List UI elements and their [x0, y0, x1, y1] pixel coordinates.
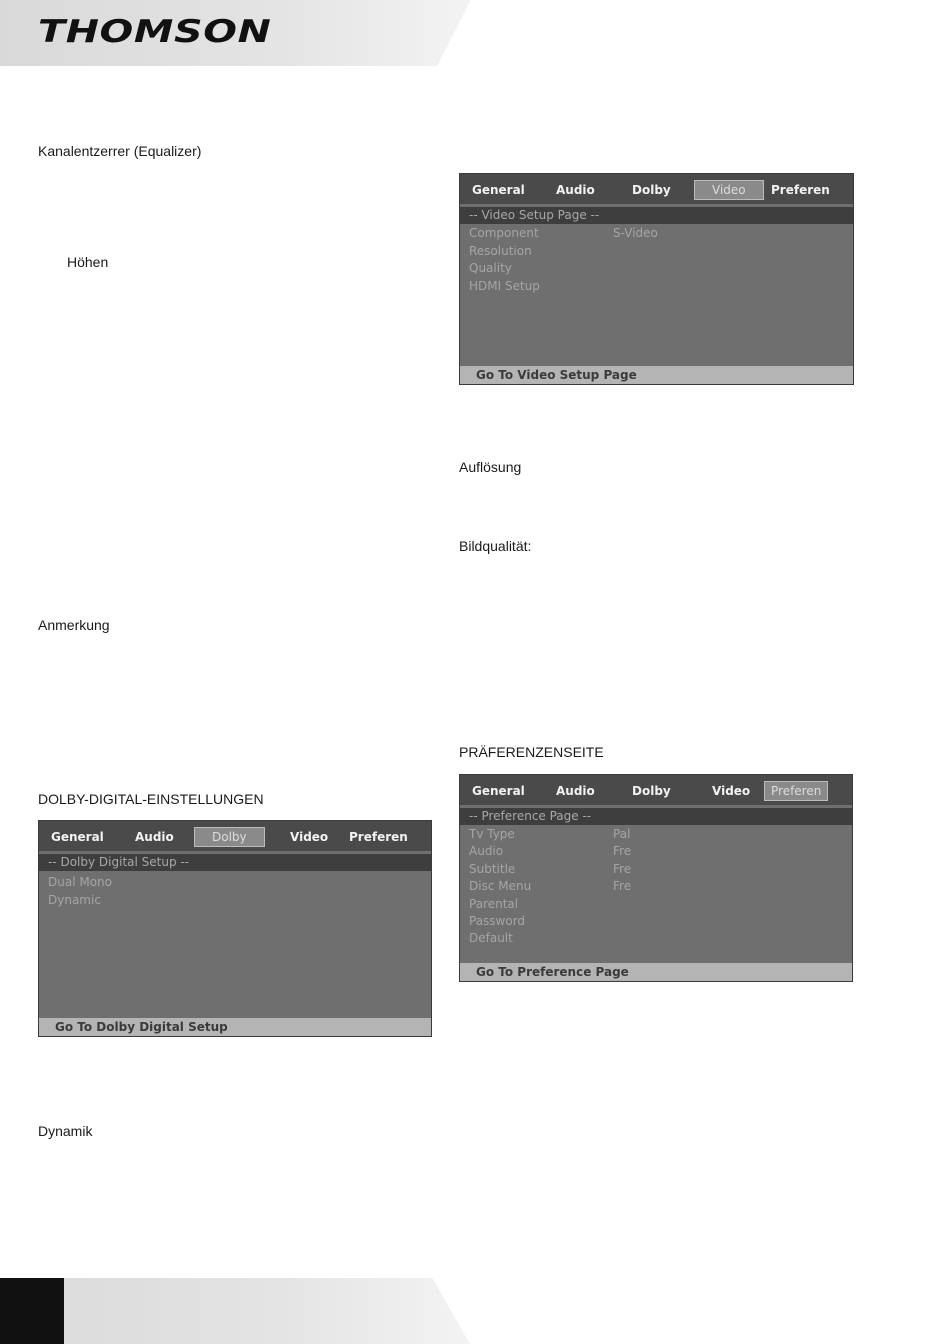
video-status-bar: Go To Video Setup Page	[460, 366, 853, 384]
note-label: Anmerkung	[38, 617, 110, 633]
dolby-heading: DOLBY-DIGITAL-EINSTELLUNGEN	[38, 791, 264, 807]
tab-general[interactable]: General	[472, 784, 525, 798]
preference-screenshot	[459, 774, 853, 982]
menu-item-disc-menu[interactable]: Disc Menu	[469, 879, 532, 893]
video-setup-screenshot	[459, 173, 854, 385]
tab-audio[interactable]: Audio	[135, 830, 174, 844]
tab-video[interactable]: Video	[712, 784, 751, 798]
video-page-title: -- Video Setup Page --	[460, 207, 853, 224]
menu-item-password[interactable]: Password	[469, 914, 526, 928]
footer-band	[0, 1278, 470, 1344]
tab-video[interactable]: Video	[290, 830, 329, 844]
preference-heading: PRÄFERENZENSEITE	[459, 744, 604, 760]
brand-logo: THOMSON	[38, 14, 272, 50]
menu-item-parental[interactable]: Parental	[469, 897, 519, 911]
dynamic-label: Dynamik	[38, 1123, 93, 1139]
menu-item-subtitle[interactable]: Subtitle	[469, 862, 516, 876]
osd-tab-bar	[39, 821, 431, 851]
dolby-setup-screenshot	[38, 820, 432, 1037]
tab-audio[interactable]: Audio	[556, 183, 595, 197]
tab-preferences[interactable]: Preferen	[771, 183, 830, 197]
menu-item-dynamic[interactable]: Dynamic	[48, 893, 101, 907]
dolby-status-bar: Go To Dolby Digital Setup	[39, 1018, 431, 1036]
tab-dolby[interactable]: Dolby	[632, 784, 671, 798]
tab-general[interactable]: General	[51, 830, 104, 844]
osd-tab-bar	[460, 174, 853, 204]
preference-status-bar: Go To Preference Page	[460, 963, 852, 981]
tv-type-value: Pal	[613, 827, 631, 841]
osd-tab-bar	[460, 775, 852, 805]
tab-preferences[interactable]: Preferen	[349, 830, 408, 844]
tab-dolby[interactable]: Dolby	[632, 183, 671, 197]
tab-general[interactable]: General	[472, 183, 525, 197]
menu-item-resolution[interactable]: Resolution	[469, 244, 532, 258]
menu-item-dual-mono[interactable]: Dual Mono	[48, 875, 112, 889]
menu-item-hdmi-setup[interactable]: HDMI Setup	[469, 279, 540, 293]
equalizer-heading: Kanalentzerrer (Equalizer)	[38, 143, 202, 159]
quality-label: Bildqualität:	[459, 538, 532, 554]
tab-dolby[interactable]: Dolby	[194, 827, 265, 847]
treble-label: Höhen	[67, 254, 109, 270]
tab-video[interactable]: Video	[694, 180, 764, 200]
disc-menu-value: Fre	[613, 879, 632, 893]
preference-page-title: -- Preference Page --	[460, 808, 852, 825]
resolution-label: Auflösung	[459, 459, 522, 475]
tab-audio[interactable]: Audio	[556, 784, 595, 798]
menu-item-quality[interactable]: Quality	[469, 261, 512, 275]
tab-preferences[interactable]: Preferen	[764, 781, 828, 801]
audio-value: Fre	[613, 844, 632, 858]
menu-item-component[interactable]: Component	[469, 226, 539, 240]
menu-item-tv-type[interactable]: Tv Type	[469, 827, 515, 841]
dolby-page-title: -- Dolby Digital Setup --	[39, 854, 431, 871]
component-value: S-Video	[613, 226, 658, 240]
subtitle-value: Fre	[613, 862, 632, 876]
footer-page-tab	[0, 1278, 64, 1344]
menu-item-audio[interactable]: Audio	[469, 844, 504, 858]
menu-item-default[interactable]: Default	[469, 931, 513, 945]
